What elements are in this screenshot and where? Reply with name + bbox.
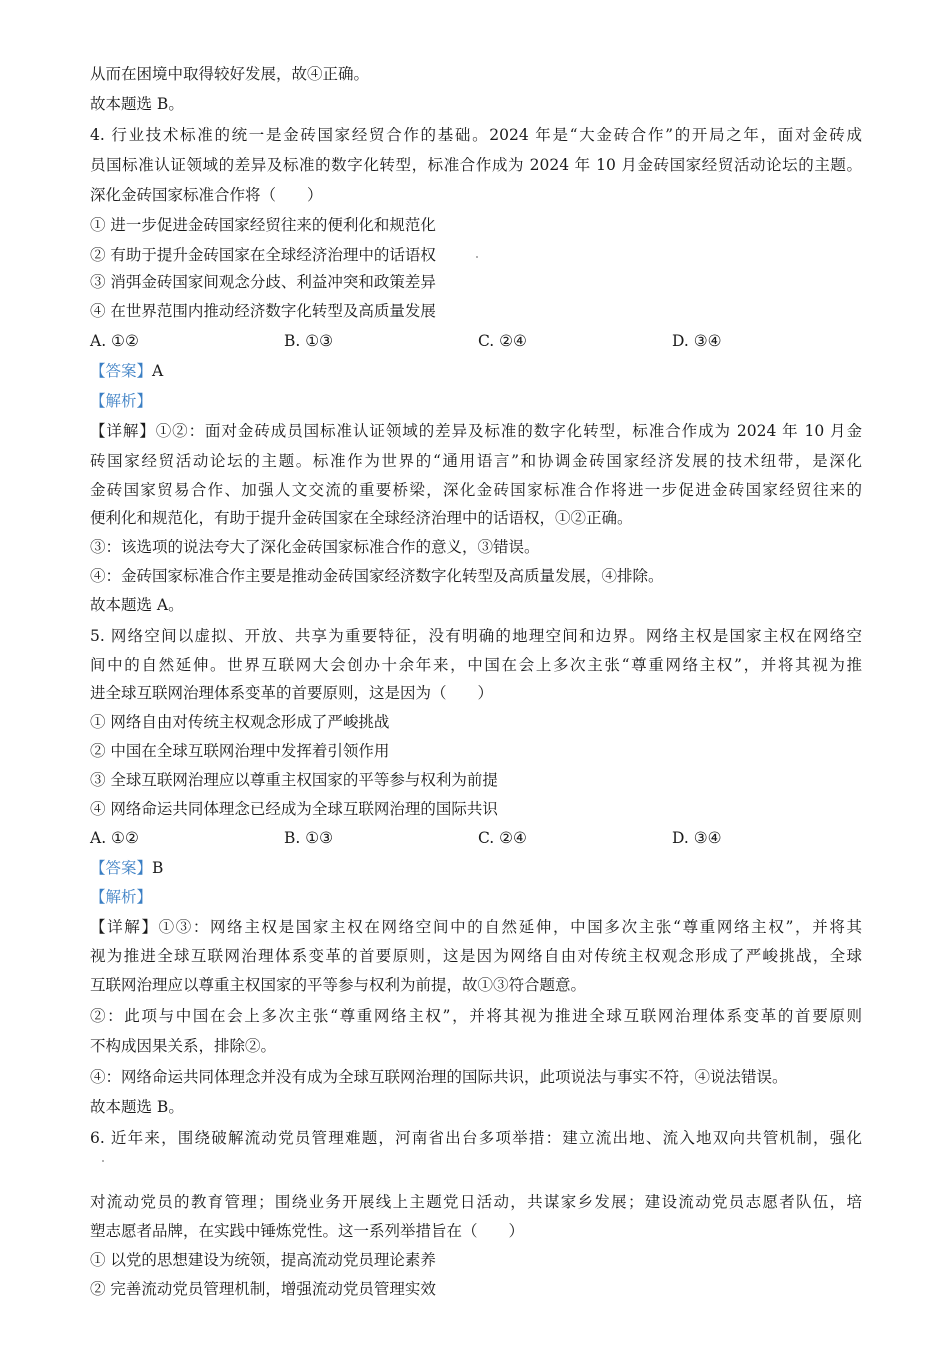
question-6-statement: ② 完善流动党员管理机制，增强流动党员管理实效 (90, 1280, 436, 1298)
question-5-statement: ④ 网络命运共同体理念已经成为全球互联网治理的国际共识 (90, 800, 498, 818)
question-5-stem: 进全球互联网治理体系变革的首要原则，这是因为（ ） (90, 684, 494, 702)
question-5-statement: ② 中国在全球互联网治理中发挥着引领作用 (90, 742, 390, 760)
answer-value: B (152, 859, 164, 877)
question-5-option-a: A. ①② (90, 829, 139, 847)
question-4-option-d: D. ③④ (672, 332, 722, 350)
question-6-statement: ① 以党的思想建设为统领，提高流动党员理论素养 (90, 1251, 436, 1269)
text-line: 从而在困境中取得较好发展，故④正确。 (90, 65, 370, 83)
question-4-analysis-tag: 【解析】 (90, 392, 153, 410)
question-5-analysis-tag: 【解析】 (90, 888, 153, 906)
question-5-explanation: ④：网络命运共同体理念并没有成为全球互联网治理的国际共识，此项说法与事实不符，④说法错误。 (90, 1068, 788, 1086)
question-4-explanation: 便利化和规范化，有助于提升金砖国家在全球经济治理中的话语权，①②正确。 (90, 509, 633, 527)
answer-tag: 【答案】 (90, 859, 153, 877)
question-5-statement: ① 网络自由对传统主权观念形成了严峻挑战 (90, 713, 390, 731)
question-5-option-d: D. ③④ (672, 829, 722, 847)
question-5-statement: ③ 全球互联网治理应以尊重主权国家的平等参与权利为前提 (90, 771, 498, 789)
question-5-stem: 间中的自然延伸。世界互联网大会创办十余年来，中国在会上多次主张“尊重网络主权”，并将其视为推 (90, 656, 862, 674)
question-4-explanation: 砖国家经贸活动论坛的主题。标准作为世界的“通用语言”和协调金砖国家经济发展的技术纽带，是深化 (90, 452, 862, 470)
question-4-conclusion: 故本题选 A。 (90, 596, 184, 614)
question-5-explanation: 互联网治理应以尊重主权国家的平等参与权利为前提，故①③符合题意。 (90, 976, 587, 994)
question-6-stem: 6. 近年来，围绕破解流动党员管理难题，河南省出台多项举措：建立流出地、流入地双向共管机制，强化 (90, 1129, 862, 1147)
question-4-option-b: B. ①③ (284, 332, 334, 350)
question-5-explanation: 不构成因果关系，排除②。 (90, 1037, 277, 1055)
question-5-explanation: 【详解】①③：网络主权是国家主权在网络空间中的自然延伸，中国多次主张“尊重网络主权”，并将其 (90, 918, 862, 936)
question-4-explanation: 金砖国家贸易合作、加强人文交流的重要桥梁，深化金砖国家标准合作将进一步促进金砖国家经贸往来的 (90, 481, 862, 499)
answer-tag: 【答案】 (90, 362, 153, 380)
text-line: 故本题选 B。 (90, 95, 184, 113)
question-4-stem: 4. 行业技术标准的统一是金砖国家经贸合作的基础。2024 年是“大金砖合作”的开局之年，面对金砖成 (90, 126, 862, 144)
question-5-explanation: 视为推进全球互联网治理体系变革的首要原则，这是因为网络自由对传统主权观念形成了严峻挑战，全球 (90, 947, 862, 965)
question-4-statement: ③ 消弭金砖国家间观念分歧、利益冲突和政策差异 (90, 273, 436, 291)
question-4-explanation: 【详解】①②：面对金砖成员国标准认证领域的差异及标准的数字化转型，标准合作成为 2024 年 10 月金 (90, 422, 862, 440)
question-6-stem: 塑志愿者品牌，在实践中锤炼党性。这一系列举措旨在（ ） (90, 1222, 525, 1240)
question-4-stem: 深化金砖国家标准合作将（ ） (90, 186, 323, 204)
question-5-option-b: B. ①③ (284, 829, 334, 847)
question-4-stem: 员国标准认证领域的差异及标准的数字化转型，标准合作成为 2024 年 10 月金砖国家经贸活动论坛的主题。 (90, 156, 862, 174)
question-4-statement: ② 有助于提升金砖国家在全球经济治理中的话语权 (90, 246, 436, 264)
question-5-stem: 5. 网络空间以虚拟、开放、共享为重要特征，没有明确的地理空间和边界。网络主权是国家主权在网络空 (90, 627, 862, 645)
answer-value: A (152, 362, 164, 380)
stray-mark (102, 1160, 104, 1162)
question-5-conclusion: 故本题选 B。 (90, 1098, 184, 1116)
question-5-answer (90, 858, 163, 878)
question-4-explanation: ④：金砖国家标准合作主要是推动金砖国家经济数字化转型及高质量发展，④排除。 (90, 567, 664, 585)
question-6-stem: 对流动党员的教育管理；围绕业务开展线上主题党日活动，共谋家乡发展；建设流动党员志愿者队伍，培 (90, 1193, 862, 1211)
stray-mark (476, 256, 478, 258)
question-4-option-a: A. ①② (90, 332, 139, 350)
question-4-option-c: C. ②④ (478, 332, 527, 350)
question-4-answer (90, 361, 163, 381)
question-4-statement: ① 进一步促进金砖国家经贸往来的便利化和规范化 (90, 216, 436, 234)
question-4-statement: ④ 在世界范围内推动经济数字化转型及高质量发展 (90, 302, 436, 320)
question-5-explanation: ②：此项与中国在会上多次主张“尊重网络主权”，并将其视为推进全球互联网治理体系变革的首要原则 (90, 1007, 862, 1025)
question-4-explanation: ③：该选项的说法夸大了深化金砖国家标准合作的意义，③错误。 (90, 538, 540, 556)
question-5-option-c: C. ②④ (478, 829, 527, 847)
